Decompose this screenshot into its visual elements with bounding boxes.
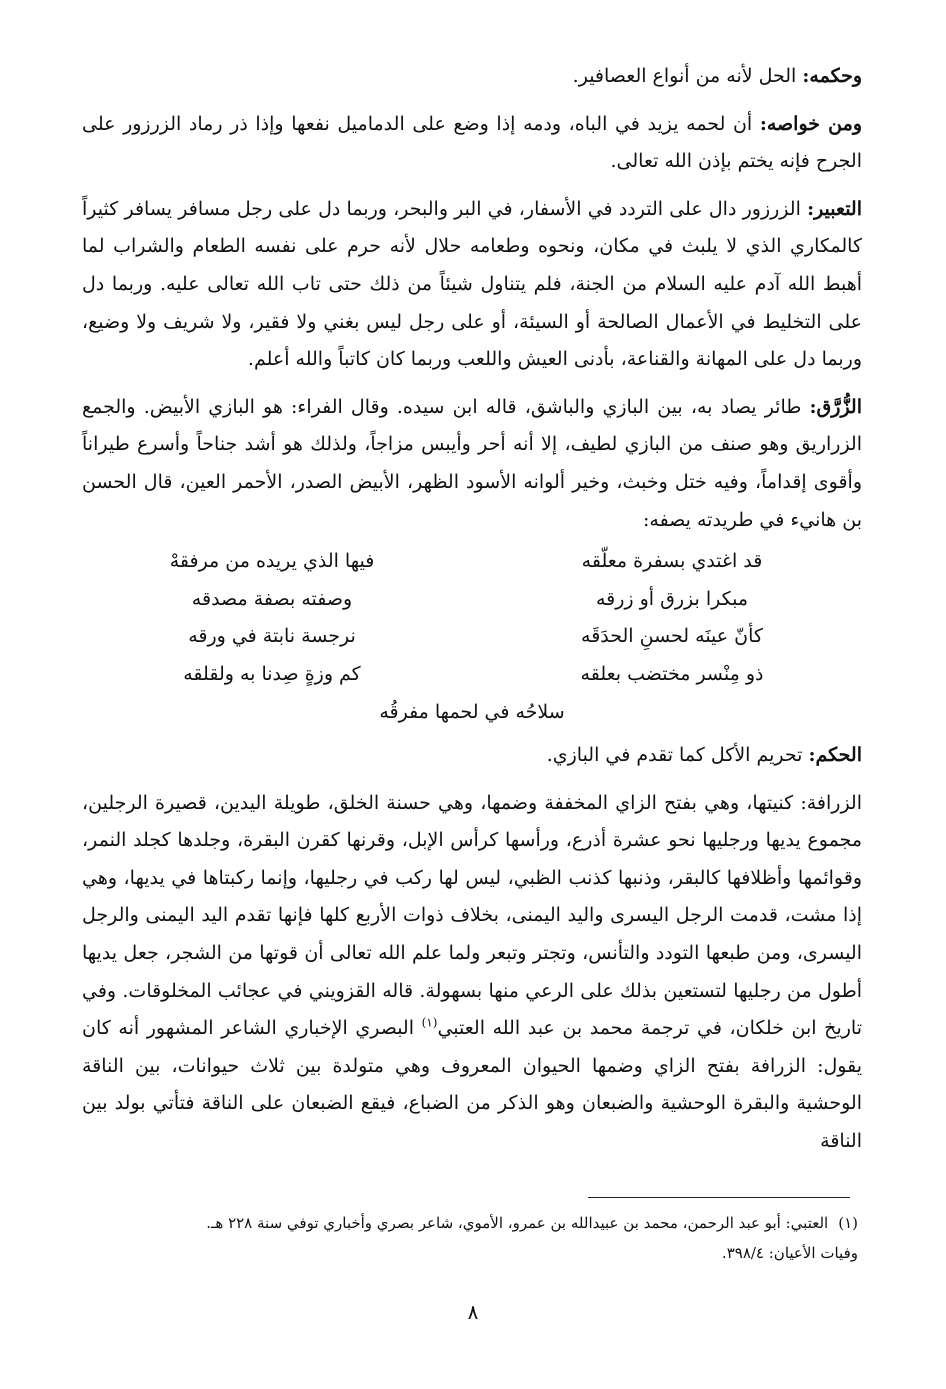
paragraph-khawas xyxy=(82,106,862,181)
poem-verse-3b: نرجسة نابتة في ورقه xyxy=(188,625,356,648)
poem xyxy=(82,543,862,731)
paragraph-text: تحريم الأكل كما تقدم في البازي. xyxy=(546,744,803,767)
keyword-khawas: ومن خواصه: xyxy=(759,112,863,135)
poem-verse-3a: كأنّ عينَه لحسنِ الحدَقَه xyxy=(581,625,763,648)
paragraph-zarafa xyxy=(82,785,862,1161)
footnote-line-1 xyxy=(82,1208,858,1238)
keyword-hukm: الحكم: xyxy=(808,744,862,767)
poem-verse-4a: ذو مِنْسر مختضب بعلقه xyxy=(580,662,764,685)
paragraph-text: الحل لأنه من أنواع العصافير. xyxy=(572,65,797,87)
paragraph-text: الزرزور دال على التردد في الأسفار، في البر والبحر، وربما دل على رجل مسافر يسافر كثيراً كالمكاري الذي لا يلبث في مكان، ونحوه وطعامه حلال لأنه حرم على نفسه الطعام والشراب لما أهبط الله آدم عليه السلام من الجنة، فلم يتناول شيئاً من ذلك حتى تاب الله تعالى عليه. وربما دل على التخليط في الأعمال الصالحة أو السيئة، أو على رجل ليس بغني ولا فقير، ولا شريف ولا وضيع، وربما دل على المهانة والقناعة، بأدنى العيش واللعب وربما كان كاتباً والله أعلم. xyxy=(82,197,862,371)
keyword-tabir: التعبير: xyxy=(807,197,862,220)
footnote-text: العتبي: أبو عبد الرحمن، محمد بن عبيدالله بن عمرو، الأموي، شاعر بصري وأخباري توفي سنة ٢٢٨ هـ. xyxy=(206,1214,829,1232)
page-number: ٨ xyxy=(467,1300,479,1324)
poem-verse-4b: كم وزةٍ صِدنا به ولقلقه xyxy=(183,662,361,685)
keyword-hukmuh: وحكمه: xyxy=(802,65,862,87)
poem-verse-2b: وصفته بصفة مصدقه xyxy=(191,587,353,610)
footnote-number: (١) xyxy=(838,1214,858,1232)
footnote-reference[interactable]: (١) xyxy=(421,1015,438,1030)
footnote-line-2: وفيات الأعيان: ٣٩٨/٤. xyxy=(721,1244,858,1262)
paragraph-text: البصري الإخباري الشاعر المشهور أنه كان يقول: الزرافة بفتح الزاي وضمها الحيوان المعروف وهي متولدة بين ثلاث حيوانات، بين الناقة الوحشية والبقرة الوحشية والضبعان وهو الذكر من الضباع، فيقع الضبعان على الناقة فتأتي بولد بين الناقة xyxy=(82,1017,862,1153)
keyword-zurraq: الزُّرَّق: xyxy=(809,395,862,418)
paragraph-hukm xyxy=(82,737,862,775)
footnote-divider xyxy=(588,1197,850,1198)
paragraph-tabir xyxy=(82,191,862,379)
poem-verse-1b: فيها الذي يريده من مرفقهْ xyxy=(169,550,375,573)
paragraph-text: أن لحمه يزيد في الباه، ودمه إذا وضع على الدماميل نفعها وإذا ذر رماد الزرزور على الجرح فإنه يختم بإذن الله تعالى. xyxy=(82,112,862,173)
paragraph-text: الزرافة: كنيتها، وهي بفتح الزاي المخففة وضمها، وهي حسنة الخلق، طويلة اليدين، قصيرة الرجلين، مجموع يديها ورجليها نحو عشرة أذرع، ورأسها كرأس الإبل، وقرنها كقرن البقرة، وجلدها كجلد النمر، وقوائمها وأظلافها كالبقر، وذنبها كذنب الظبي، ليس لها ركب في رجليها، وإنما ركبتاها في يديها، وهي إذا مشت، قدمت الرجل اليسرى واليد اليمنى، بخلاف ذوات الأربع كلها فإنها تقدم اليد اليمنى والرجل اليسرى، ومن طبعها التودد والتأنس، وتجتر وتبعر ولما علم الله تعالى أن قوتها من الشجر، جعل يديها أطول من رجليها لتستعين بذلك على الرعي منها بسهولة. قاله القزويني في عجائب المخلوقات. وفي تاريخ ابن خلكان، في ترجمة محمد بن عبد الله العتبي xyxy=(82,791,862,1040)
paragraph-text: طائر يصاد به، بين البازي والباشق، قاله ابن سيده. وقال الفراء: هو البازي الأبيض. والجمع الزراريق وهو صنف من البازي لطيف، إلا أنه أحر وأيبس مزاجاً، ولذلك هو أشد جناحاً وأسرع طيراناً وأقوى إقداماً، وفيه ختل وخبث، وخير ألوانه الأسود الظهر، الأبيض الصدر، الأحمر العين، قال الحسن بن هانيء في طريدته يصفه: xyxy=(82,395,862,531)
poem-verse-last: سلاحُه في لحمها مفرقُه xyxy=(379,700,565,723)
paragraph-zurraq xyxy=(82,389,862,539)
poem-verse-2a: مبكرا بزرق أو زرقه xyxy=(595,587,749,610)
footnote xyxy=(82,1208,858,1268)
poem-verse-1a: قد اغتدي بسفرة معلّقه xyxy=(581,550,763,573)
paragraph-hukmuh xyxy=(82,58,862,96)
page-body xyxy=(82,58,862,1161)
